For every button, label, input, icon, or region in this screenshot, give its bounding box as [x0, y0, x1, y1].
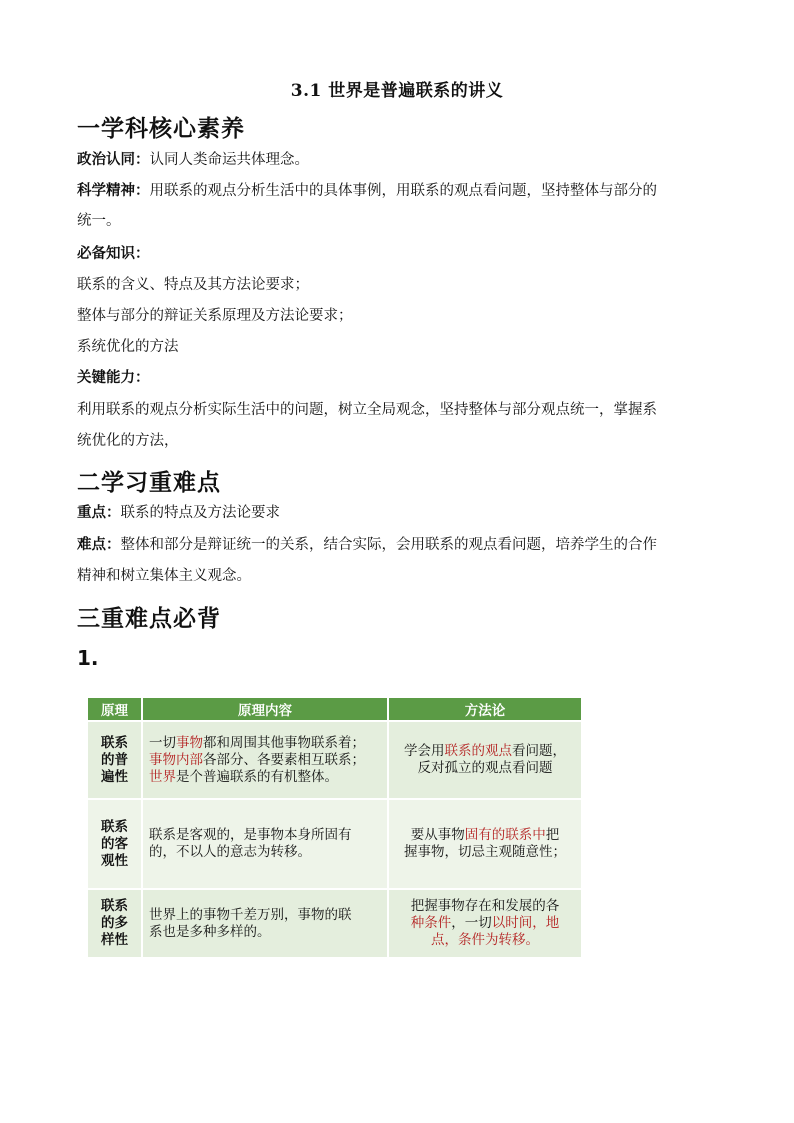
principle-name: 联系 的普 遍性	[88, 721, 142, 799]
item-number: 1.	[77, 646, 99, 670]
scientific-spirit-line	[77, 181, 723, 201]
difficulty-line	[77, 535, 723, 555]
key-point-text: 联系的特点及方法论要求	[120, 505, 280, 521]
table-row	[88, 721, 582, 799]
table-header-method: 方法论	[388, 698, 582, 721]
required-knowledge-label: 必备知识：	[77, 245, 150, 262]
key-ability-text: 利用联系的观点分析实际生活中的问题，树立全局观念，坚持整体与部分观点统一，掌握系	[77, 402, 657, 418]
section-heading-core-literacy: 一学科核心素养	[77, 116, 245, 142]
table-row	[88, 889, 582, 957]
knowledge-item: 整体与部分的辩证关系原理及方法论要求；	[77, 308, 353, 324]
principle-content: 一切事物都和周围其他事物联系着； 事物内部各部分、各要素相互联系； 世界是个普遍联系的有机整体。	[142, 721, 388, 799]
scientific-spirit-line-2: 统一。	[77, 213, 121, 229]
scientific-spirit-label: 科学精神：	[77, 182, 150, 199]
table-header-content: 原理内容	[142, 698, 388, 721]
difficulty-label: 难点：	[77, 536, 121, 553]
principle-method: 把握事物存在和发展的各 种条件，一切以时间，地 点，条件为转移。	[388, 889, 582, 957]
knowledge-item: 联系的含义、特点及其方法论要求；	[77, 277, 309, 293]
key-point-label: 重点：	[77, 504, 121, 521]
key-point-line	[77, 503, 723, 523]
principle-table	[88, 698, 583, 957]
principle-method: 要从事物固有的联系中把 握事物，切忌主观随意性；	[388, 799, 582, 889]
principle-method: 学会用联系的观点看问题， 反对孤立的观点看问题	[388, 721, 582, 799]
difficulty-line-2: 精神和树立集体主义观念。	[77, 568, 251, 584]
key-ability-text-2: 统优化的方法，	[77, 433, 179, 449]
principle-name: 联系 的多 样性	[88, 889, 142, 957]
principle-name: 联系 的客 观性	[88, 799, 142, 889]
table-row	[88, 799, 582, 889]
section-heading-must-recite: 三重难点必背	[77, 606, 221, 632]
knowledge-item: 系统优化的方法	[77, 339, 179, 355]
political-identity-line	[77, 150, 723, 170]
document-title: 3.1 世界是普遍联系的讲义	[290, 81, 504, 101]
principle-content: 联系是客观的，是事物本身所固有 的，不以人的意志为转移。	[142, 799, 388, 889]
political-identity-text: 认同人类命运共体理念。	[149, 152, 309, 168]
key-ability-label: 关键能力：	[77, 369, 150, 386]
political-identity-label: 政治认同：	[77, 151, 150, 168]
section-heading-key-points: 二学习重难点	[77, 470, 221, 496]
table-header-principle: 原理	[88, 698, 142, 721]
table-header-row	[88, 698, 582, 721]
difficulty-text: 整体和部分是辩证统一的关系，结合实际，会用联系的观点看问题，培养学生的合作	[120, 537, 657, 553]
principle-content: 世界上的事物千差万别，事物的联 系也是多种多样的。	[142, 889, 388, 957]
scientific-spirit-text: 用联系的观点分析生活中的具体事例，用联系的观点看问题，坚持整体与部分的	[149, 183, 657, 199]
